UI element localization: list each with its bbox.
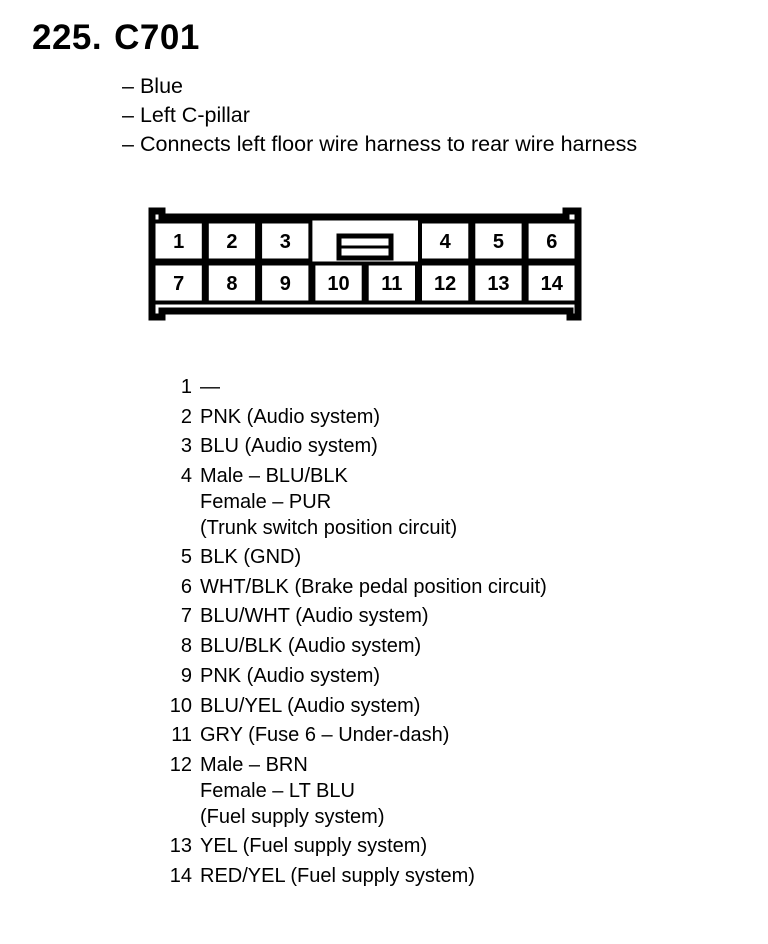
pin-number: 10 <box>169 694 192 717</box>
pin-text: BLK (GND) <box>200 546 302 569</box>
connector-title <box>32 18 200 58</box>
pin-cavity-label: 1 <box>173 231 185 253</box>
pin-text: PNK (Audio system) <box>200 405 381 428</box>
pin-row <box>160 433 547 463</box>
info-dash: – <box>122 74 134 98</box>
pin-number: 1 <box>180 376 192 398</box>
connector-info <box>122 72 637 159</box>
pin-row <box>160 833 547 863</box>
pin-number: 13 <box>169 834 192 857</box>
pin-description <box>200 833 427 863</box>
pin-text: RED/YEL (Fuel supply system) <box>200 864 475 887</box>
pin-row <box>160 404 547 434</box>
pin-text: Female – LT BLU <box>200 779 355 802</box>
pin-row <box>160 722 547 752</box>
pin-row <box>160 374 547 404</box>
info-color <box>122 72 637 101</box>
pin-text: (Trunk switch position circuit) <box>200 517 458 540</box>
pin-description <box>200 404 380 434</box>
pin-row <box>160 544 547 574</box>
pin-cavity-label: 13 <box>487 273 510 295</box>
pin-text: — <box>200 376 220 398</box>
pin-description <box>200 374 220 404</box>
pin-row <box>160 863 547 893</box>
pin-number: 14 <box>169 864 192 887</box>
pin-cavity-label: 12 <box>434 273 457 295</box>
pin-cavity-label: 14 <box>540 273 563 295</box>
pin-description <box>200 544 301 574</box>
pin-cavity-label: 3 <box>279 231 291 253</box>
info-location <box>122 101 637 130</box>
pin-number: 2 <box>180 405 192 428</box>
pin-list <box>160 374 547 892</box>
pin-description <box>200 663 380 693</box>
pin-description <box>200 752 385 833</box>
pin-text: YEL (Fuel supply system) <box>200 834 428 857</box>
pin-text: BLU (Audio system) <box>200 435 378 458</box>
pin-number: 11 <box>171 724 192 747</box>
pin-row <box>160 603 547 633</box>
pin-description <box>200 863 475 893</box>
pin-row <box>160 633 547 663</box>
pin-text: Male – BRN <box>200 753 308 776</box>
info-text: Left C-pillar <box>139 103 250 127</box>
pin-number: 3 <box>180 435 192 458</box>
pin-row <box>160 574 547 604</box>
pin-number: 6 <box>180 575 192 598</box>
pin-row <box>160 693 547 723</box>
pin-cavity-label: 4 <box>439 231 451 253</box>
pin-number: 7 <box>180 605 192 628</box>
connector-id: C701 <box>114 18 200 57</box>
info-text: Connects left floor wire harness to rear wire harness <box>139 132 638 156</box>
pin-description <box>200 633 421 663</box>
pin-description <box>200 722 449 752</box>
pin-row <box>160 463 547 544</box>
section-number: 225. <box>32 18 103 57</box>
pin-description <box>200 693 420 723</box>
info-dash: – <box>122 103 134 127</box>
pin-text: GRY (Fuse 6 – Under-dash) <box>200 724 450 747</box>
connector-face-diagram <box>146 205 586 325</box>
pin-cavity-label: 8 <box>226 273 238 295</box>
pin-description <box>200 603 429 633</box>
pin-cavity-label: 6 <box>546 231 558 253</box>
pin-text: BLU/YEL (Audio system) <box>200 694 421 717</box>
pin-text: PNK (Audio system) <box>200 664 381 687</box>
pin-cavity-label: 5 <box>492 231 505 253</box>
pin-description <box>200 433 378 463</box>
info-dash: – <box>122 132 134 156</box>
pin-number: 5 <box>180 546 192 569</box>
pin-text: Female – PUR <box>200 491 332 514</box>
pin-cavity-label: 10 <box>327 273 350 295</box>
pin-cavity-label: 9 <box>279 273 291 295</box>
pin-cavity-label: 2 <box>226 231 238 253</box>
pin-description <box>200 463 457 544</box>
pin-number: 9 <box>180 664 192 687</box>
pin-row <box>160 752 547 833</box>
pin-cavity-label: 7 <box>173 273 185 295</box>
pin-cavity-label: 11 <box>381 273 403 295</box>
pin-text: BLU/WHT (Audio system) <box>200 605 429 628</box>
pin-description <box>200 574 547 604</box>
pin-number: 12 <box>169 753 192 776</box>
pin-row <box>160 663 547 693</box>
info-connection <box>122 130 637 159</box>
pin-number: 4 <box>180 465 192 488</box>
pin-number: 8 <box>180 635 192 658</box>
pin-text: (Fuel supply system) <box>200 805 385 828</box>
pin-text: BLU/BLK (Audio system) <box>200 635 422 658</box>
info-text: Blue <box>139 74 184 98</box>
pin-text: Male – BLU/BLK <box>200 465 348 488</box>
pin-text: WHT/BLK (Brake pedal position circuit) <box>200 575 547 598</box>
